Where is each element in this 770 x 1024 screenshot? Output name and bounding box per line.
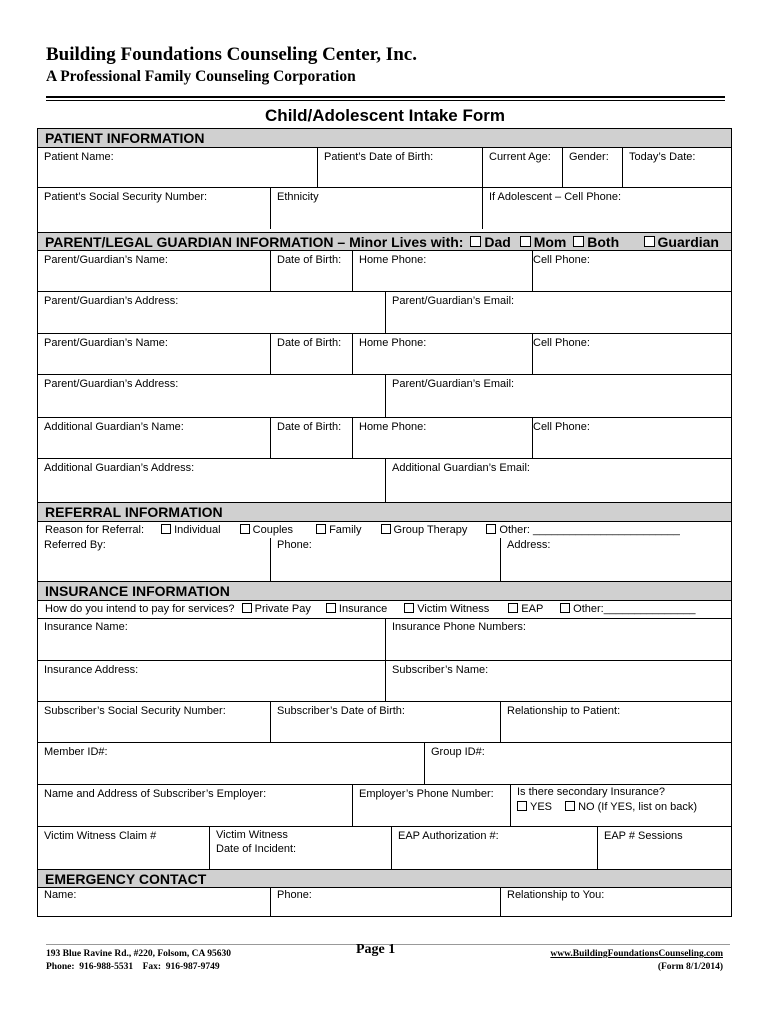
option-label: Victim Witness: [417, 603, 490, 615]
option-label: Family: [329, 524, 362, 536]
group-id-field[interactable]: [424, 743, 733, 784]
referral-phone-field[interactable]: [270, 538, 500, 581]
secondary-no-checkbox[interactable]: [565, 801, 575, 811]
field-label: Cell Phone:: [533, 254, 590, 266]
patient-name-field[interactable]: [38, 148, 317, 187]
field-label: Parent/Guardian’s Address:: [44, 295, 179, 307]
insurance-address-field[interactable]: [38, 661, 385, 701]
secondary-insurance-field: [510, 785, 733, 826]
guardian1-email-field[interactable]: [385, 292, 733, 333]
emergency-phone-field[interactable]: [270, 888, 500, 916]
field-label: Date of Birth:: [277, 421, 342, 433]
gender-field[interactable]: [562, 148, 622, 187]
current-age-field[interactable]: [482, 148, 562, 187]
field-label: How do you intend to pay for services?: [45, 603, 235, 615]
field-label: Subscriber’s Social Security Number:: [44, 705, 226, 717]
field-label: Date of Incident:: [216, 843, 297, 855]
victim-witness-date-field[interactable]: [209, 827, 391, 869]
insurance-row-1: [38, 618, 731, 661]
section-insurance-information: [38, 581, 731, 601]
insurance-row-3: [38, 702, 731, 743]
guardian2-cell-phone-field[interactable]: [532, 334, 733, 374]
member-id-field[interactable]: [38, 743, 424, 784]
guardian2-row-2: [38, 375, 731, 418]
field-label: Relationship to You:: [507, 889, 605, 901]
field-label: Home Phone:: [359, 421, 427, 433]
eap-sessions-field[interactable]: [597, 827, 733, 869]
field-label: Date of Birth:: [277, 254, 342, 266]
option-label: YES: [530, 801, 553, 813]
field-label: Gender:: [569, 151, 609, 163]
guardian2-address-field[interactable]: [38, 375, 385, 417]
group-therapy-checkbox[interactable]: [381, 524, 391, 534]
guardian1-row-1: [38, 251, 731, 292]
field-label: Current Age:: [489, 151, 551, 163]
field-label: Insurance Phone Numbers:: [392, 621, 526, 633]
guardian1-name-field[interactable]: [38, 251, 270, 291]
form-version: (Form 8/1/2014): [657, 962, 723, 972]
field-label: Additional Guardian’s Email:: [392, 462, 530, 474]
option-label: Insurance: [338, 603, 388, 615]
additional-guardian-cell-phone-field[interactable]: [532, 418, 733, 458]
field-label: Insurance Address:: [44, 664, 139, 676]
page-number: Page 1: [356, 942, 396, 957]
insurance-row-2: [38, 661, 731, 702]
field-label: Name:: [44, 889, 77, 901]
patient-dob-field[interactable]: [317, 148, 482, 187]
guardian1-row-2: [38, 292, 731, 334]
option-label: Individual: [174, 524, 221, 536]
form-title: Child/Adolescent Intake Form: [265, 106, 505, 125]
field-label: Ethnicity: [277, 191, 319, 203]
field-label: Parent/Guardian’s Name:: [44, 337, 168, 349]
guardian2-row-1: [38, 334, 731, 375]
section-guardian-information: [38, 232, 731, 251]
field-label: Referred By:: [44, 539, 106, 551]
footer-address: 193 Blue Ravine Rd., #220, Folsom, CA 95630: [46, 949, 231, 959]
individual-checkbox[interactable]: [161, 524, 171, 534]
additional-guardian-name-field[interactable]: [38, 418, 270, 458]
section-title: REFERRAL INFORMATION: [45, 504, 223, 520]
option-label: Other: ________________________: [499, 524, 680, 536]
section-title: PARENT/LEGAL GUARDIAN INFORMATION – Minor Lives with:: [45, 234, 464, 250]
field-label: Employer’s Phone Number:: [359, 788, 494, 800]
patient-row-2: [38, 188, 731, 229]
field-label: Home Phone:: [359, 254, 427, 266]
additional-guardian-address-field[interactable]: [38, 459, 385, 502]
other-referral-checkbox[interactable]: [486, 524, 496, 534]
ethnicity-field[interactable]: [270, 188, 482, 229]
adolescent-cell-field[interactable]: [482, 188, 733, 229]
option-label: Other:_______________: [573, 603, 696, 615]
option-label: Guardian: [657, 234, 719, 250]
field-label: Subscriber’s Date of Birth:: [277, 705, 405, 717]
option-label: NO (If YES, list on back): [578, 801, 698, 813]
section-emergency-contact: [38, 869, 731, 888]
couples-checkbox[interactable]: [240, 524, 250, 534]
field-label: Name and Address of Subscriber’s Employer:: [44, 788, 267, 800]
guardian-checkbox[interactable]: [644, 236, 655, 247]
mom-checkbox[interactable]: [520, 236, 531, 247]
section-patient-information: [38, 129, 731, 148]
referred-by-field[interactable]: [38, 538, 270, 581]
guardian2-dob-field[interactable]: [270, 334, 352, 374]
guardian2-home-phone-field[interactable]: [352, 334, 532, 374]
referral-address-field[interactable]: [500, 538, 733, 581]
field-label: Is there secondary Insurance?: [517, 786, 665, 798]
section-title: INSURANCE INFORMATION: [45, 583, 230, 599]
patient-ssn-field[interactable]: [38, 188, 270, 229]
emergency-name-field[interactable]: [38, 888, 270, 916]
field-label: Parent/Guardian’s Name:: [44, 254, 168, 266]
field-label: Parent/Guardian’s Address:: [44, 378, 179, 390]
eap-checkbox[interactable]: [508, 603, 518, 613]
option-label: Mom: [533, 234, 567, 250]
intake-form: [37, 128, 732, 917]
subscriber-dob-field[interactable]: [270, 702, 500, 742]
field-label: Victim Witness: [216, 829, 288, 841]
field-label: Patient Name:: [44, 151, 114, 163]
emergency-relationship-field[interactable]: [500, 888, 733, 916]
both-checkbox[interactable]: [573, 236, 584, 247]
guardian2-name-field[interactable]: [38, 334, 270, 374]
subscriber-employer-field[interactable]: [38, 785, 352, 826]
secondary-yes-checkbox[interactable]: [517, 801, 527, 811]
employer-phone-field[interactable]: [352, 785, 510, 826]
field-label: Parent/Guardian’s Email:: [392, 295, 515, 307]
field-label: Patient’s Date of Birth:: [324, 151, 434, 163]
field-label: Today’s Date:: [629, 151, 696, 163]
eap-authorization-field[interactable]: [391, 827, 597, 869]
field-label: Phone:: [277, 539, 312, 551]
option-label: Dad: [484, 234, 511, 250]
insurance-name-field[interactable]: [38, 619, 385, 660]
patient-row-1: [38, 148, 731, 188]
additional-guardian-home-phone-field[interactable]: [352, 418, 532, 458]
referral-row: [38, 538, 731, 581]
subscriber-name-field[interactable]: [385, 661, 733, 701]
private-pay-checkbox[interactable]: [242, 603, 252, 613]
todays-date-field[interactable]: [622, 148, 733, 187]
field-label: Victim Witness Claim #: [44, 830, 157, 842]
additional-guardian-dob-field[interactable]: [270, 418, 352, 458]
field-label: Reason for Referral:: [45, 524, 145, 536]
victim-witness-checkbox[interactable]: [404, 603, 414, 613]
field-label: Insurance Name:: [44, 621, 128, 633]
payment-method-row: [45, 603, 696, 615]
field-label: EAP Authorization #:: [398, 830, 499, 842]
org-name: Building Foundations Counseling Center, Inc.: [46, 44, 417, 65]
field-label: Relationship to Patient:: [507, 705, 621, 717]
victim-witness-claim-field[interactable]: [38, 827, 209, 869]
option-label: Both: [587, 234, 620, 250]
field-label: EAP # Sessions: [604, 830, 683, 842]
insurance-checkbox[interactable]: [326, 603, 336, 613]
guardian1-address-field[interactable]: [38, 292, 385, 333]
field-label: Additional Guardian’s Address:: [44, 462, 195, 474]
guardian2-email-field[interactable]: [385, 375, 733, 417]
footer-contact: [46, 948, 231, 974]
option-label: Couples: [252, 524, 294, 536]
field-label: Additional Guardian’s Name:: [44, 421, 184, 433]
field-label: Date of Birth:: [277, 337, 342, 349]
field-label: Cell Phone:: [533, 337, 590, 349]
field-label: Group ID#:: [431, 746, 485, 758]
field-label: Home Phone:: [359, 337, 427, 349]
field-label: Parent/Guardian’s Email:: [392, 378, 515, 390]
guardian1-dob-field[interactable]: [270, 251, 352, 291]
option-label: EAP: [521, 603, 544, 615]
option-label: Private Pay: [254, 603, 311, 615]
referral-reason-row: [45, 524, 680, 536]
field-label: Address:: [507, 539, 551, 551]
field-label: Member ID#:: [44, 746, 108, 758]
subscriber-ssn-field[interactable]: [38, 702, 270, 742]
footer-phone-fax: Phone: 916-988-5531 Fax: 916-987-9749: [46, 962, 220, 972]
secondary-insurance-options: [517, 800, 733, 815]
field-label: Patient’s Social Security Number:: [44, 191, 208, 203]
insurance-phone-numbers-field[interactable]: [385, 619, 733, 660]
website-link[interactable]: www.BuildingFoundationsCounseling.com: [550, 949, 723, 959]
additional-guardian-email-field[interactable]: [385, 459, 733, 502]
insurance-row-6: [38, 827, 731, 869]
header-rule-thin: [46, 100, 725, 101]
field-label: Subscriber’s Name:: [392, 664, 489, 676]
field-label: Cell Phone:: [533, 421, 590, 433]
field-label: Phone:: [277, 889, 312, 901]
insurance-row-4: [38, 743, 731, 785]
field-label: If Adolescent – Cell Phone:: [489, 191, 622, 203]
option-label: Group Therapy: [393, 524, 468, 536]
additional-guardian-row-1: [38, 418, 731, 459]
section-title: PATIENT INFORMATION: [45, 130, 205, 146]
other-payment-checkbox[interactable]: [560, 603, 570, 613]
emergency-row: [38, 888, 731, 916]
org-tagline: A Professional Family Counseling Corporation: [46, 68, 356, 85]
guardian1-cell-phone-field[interactable]: [532, 251, 733, 291]
footer-web: [550, 948, 723, 974]
section-referral-information: [38, 502, 731, 522]
dad-checkbox[interactable]: [470, 236, 481, 247]
section-title: EMERGENCY CONTACT: [45, 871, 207, 887]
family-checkbox[interactable]: [316, 524, 326, 534]
relationship-to-patient-field[interactable]: [500, 702, 733, 742]
header-rule: [46, 96, 725, 98]
additional-guardian-row-2: [38, 459, 731, 502]
guardian1-home-phone-field[interactable]: [352, 251, 532, 291]
insurance-row-5: [38, 785, 731, 827]
